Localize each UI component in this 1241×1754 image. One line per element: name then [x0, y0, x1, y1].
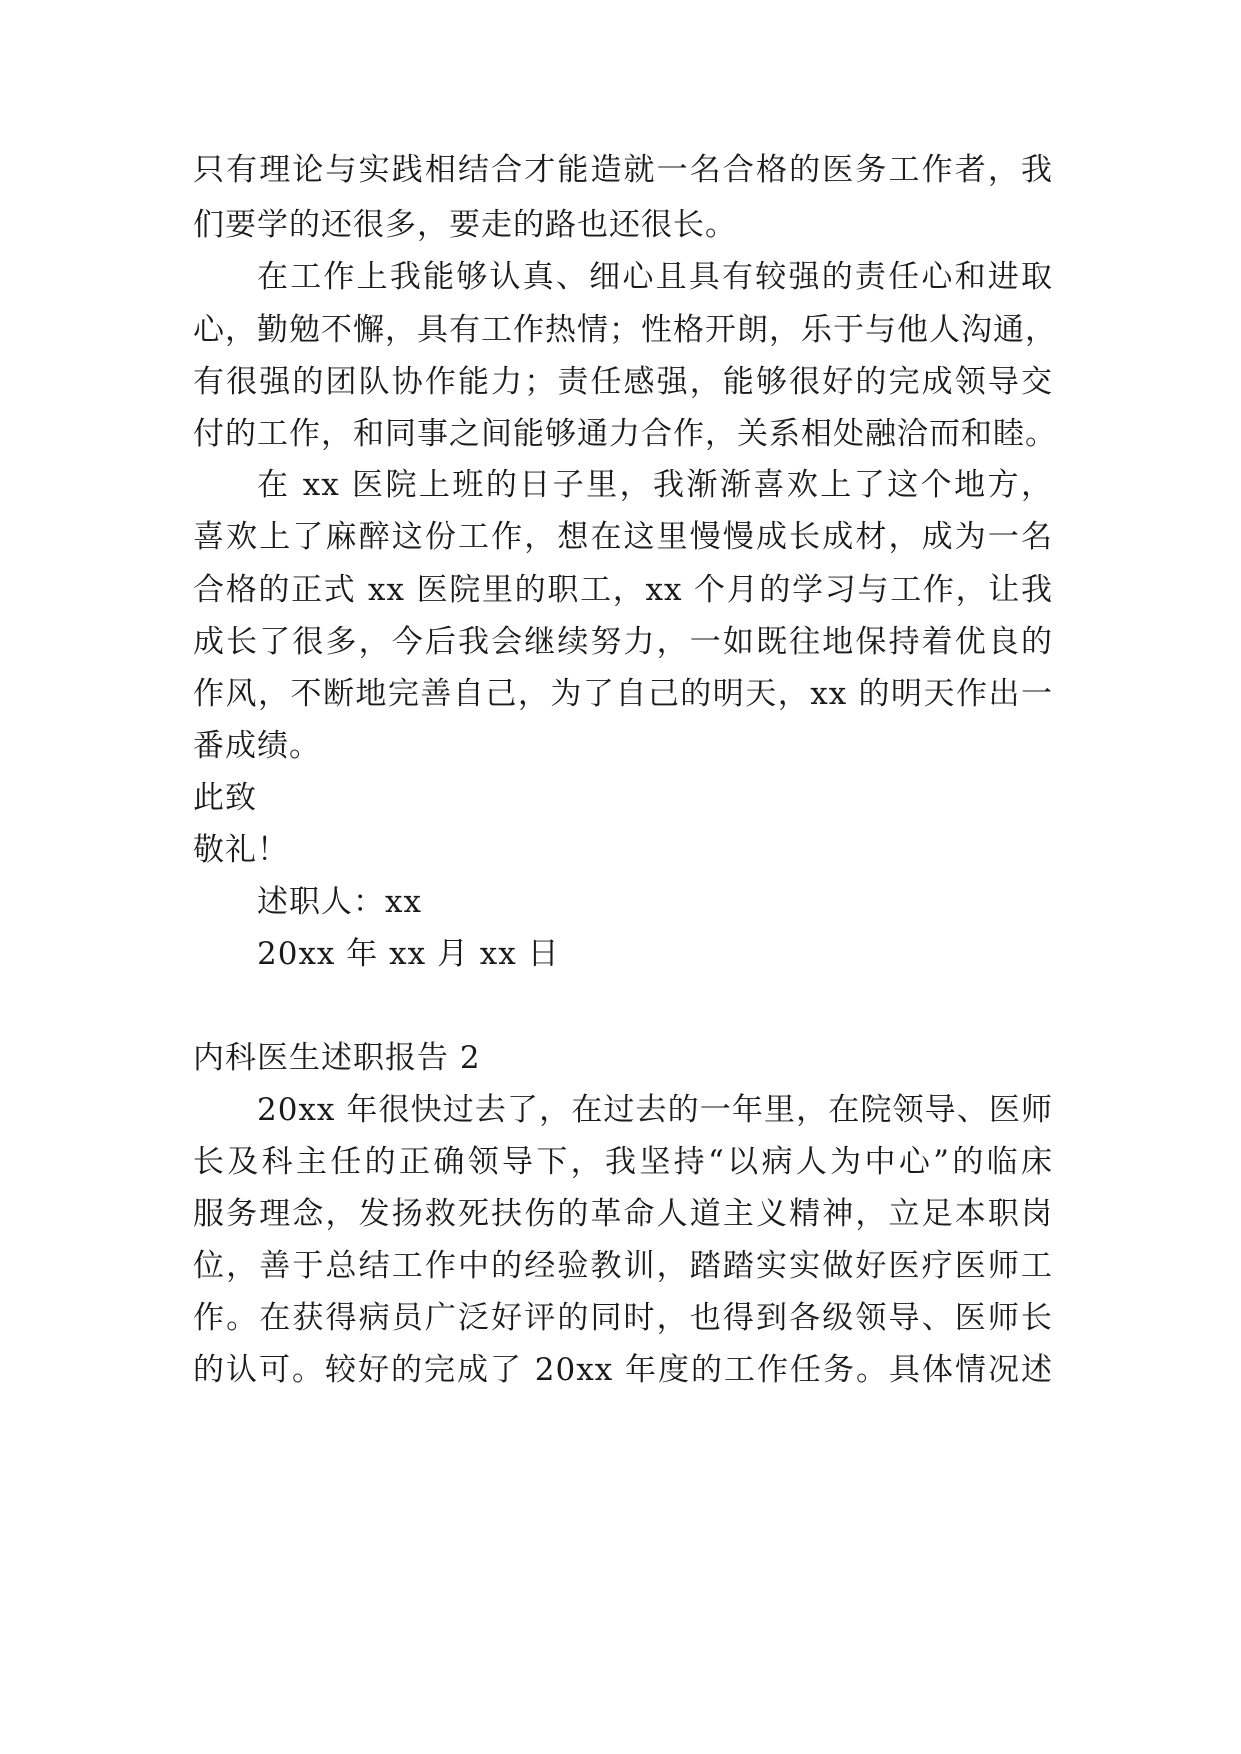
date-line: 20xx 年 xx 月 xx 日: [257, 936, 560, 972]
closing-salutation: 此致: [193, 780, 257, 816]
signature-line: 述职人：xx: [257, 884, 422, 920]
paragraph-line: 只有理论与实践相结合才能造就一名合格的医务工作者，我: [193, 152, 1053, 188]
paragraph-line: 有很强的团队协作能力；责任感强，能够很好的完成领导交: [193, 364, 1053, 400]
paragraph-line: 服务理念，发扬救死扶伤的革命人道主义精神，立足本职岗: [193, 1196, 1053, 1232]
paragraph-line: 作。在获得病员广泛好评的同时，也得到各级领导、医师长: [193, 1300, 1053, 1336]
paragraph-line: 番成绩。: [193, 728, 321, 764]
paragraph-line: 喜欢上了麻醉这份工作，想在这里慢慢成长成材，成为一名: [193, 519, 1053, 555]
paragraph-line: 的认可。较好的完成了 20xx 年度的工作任务。具体情况述: [193, 1352, 1053, 1388]
section-title: 内科医生述职报告 2: [193, 1040, 481, 1076]
paragraph-line: 位，善于总结工作中的经验教训，踏踏实实做好医疗医师工: [193, 1248, 1053, 1284]
paragraph-line: 在工作上我能够认真、细心且具有较强的责任心和进取: [257, 259, 1053, 295]
paragraph-line: 在 xx 医院上班的日子里，我渐渐喜欢上了这个地方，: [257, 467, 1053, 503]
paragraph-line: 们要学的还很多，要走的路也还很长。: [193, 207, 737, 243]
closing-regards: 敬礼！: [193, 832, 289, 868]
paragraph-line: 成长了很多，今后我会继续努力，一如既往地保持着优良的: [193, 624, 1053, 660]
paragraph-line: 20xx 年很快过去了，在过去的一年里，在院领导、医师: [257, 1092, 1053, 1128]
paragraph-line: 长及科主任的正确领导下，我坚持“以病人为中心”的临床: [193, 1144, 1053, 1180]
paragraph-line: 付的工作，和同事之间能够通力合作，关系相处融洽而和睦。: [193, 416, 1057, 452]
paragraph-line: 心，勤勉不懈，具有工作热情；性格开朗，乐于与他人沟通，: [193, 312, 1057, 348]
paragraph-line: 作风，不断地完善自己，为了自己的明天，xx 的明天作出一: [193, 676, 1053, 712]
paragraph-line: 合格的正式 xx 医院里的职工，xx 个月的学习与工作，让我: [193, 572, 1053, 608]
